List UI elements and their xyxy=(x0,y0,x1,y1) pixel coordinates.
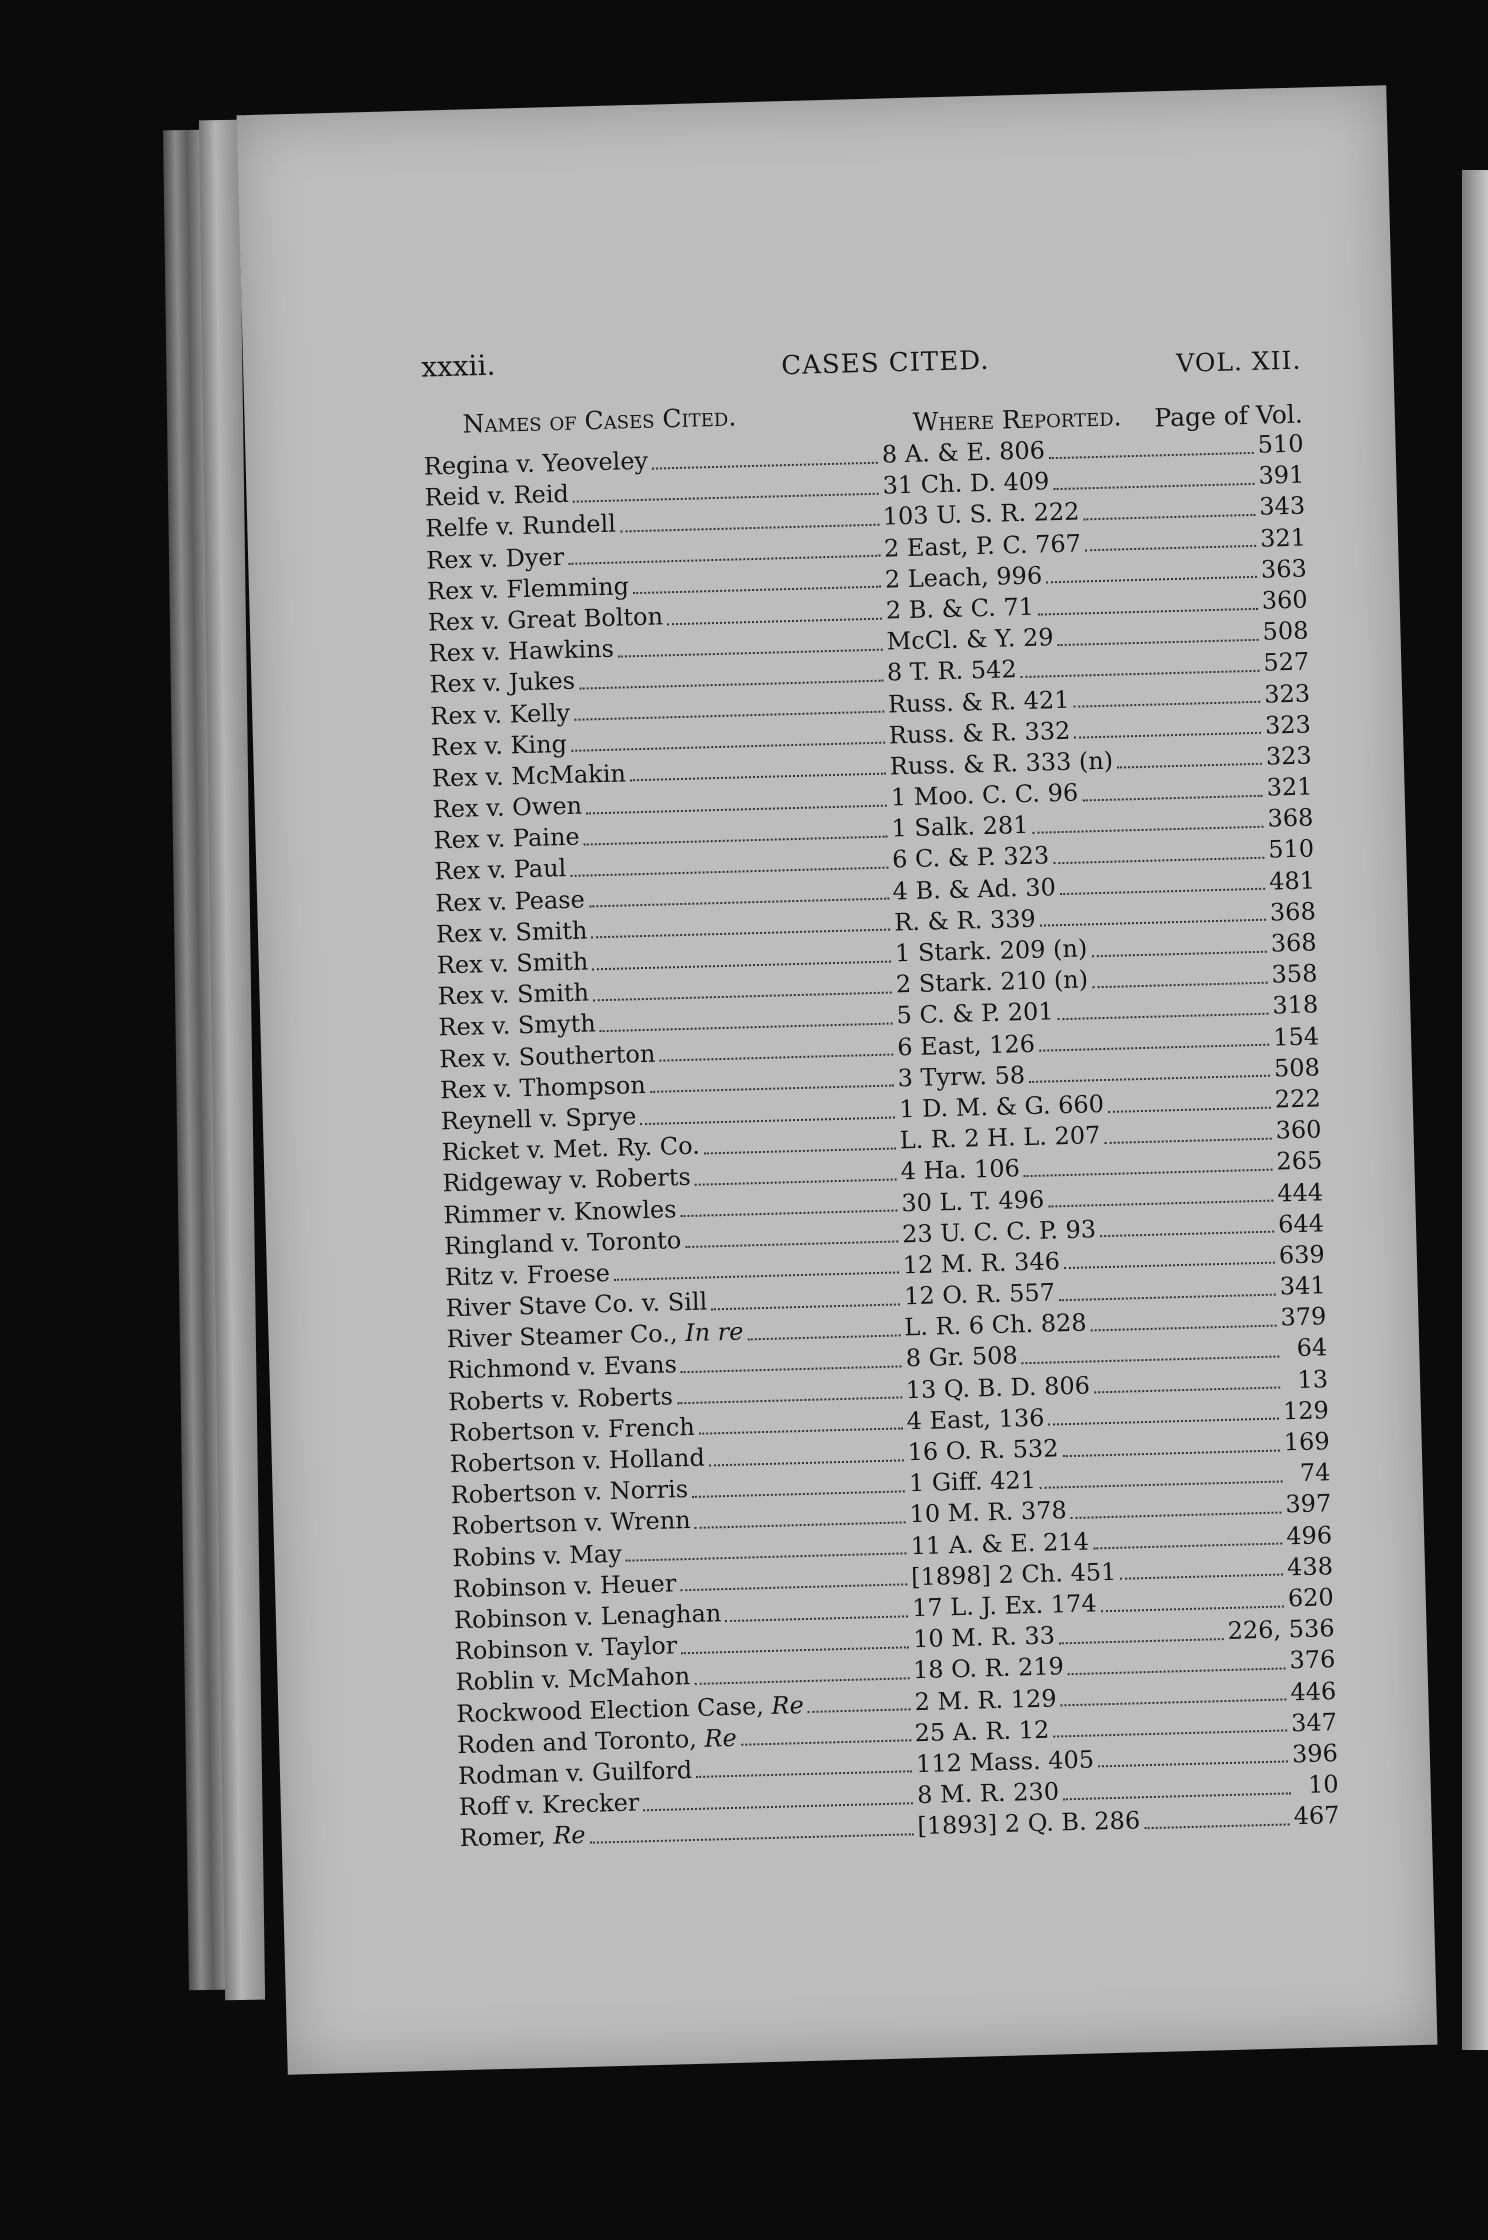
page-of-volume: 64 xyxy=(1296,1333,1328,1363)
page-of-volume: 74 xyxy=(1299,1458,1331,1488)
where-reported: 2 Leach, 996 xyxy=(884,561,1043,594)
case-name xyxy=(450,1444,706,1479)
where-reported: 18 O. R. 219 xyxy=(912,1652,1065,1685)
page-of-volume: 368 xyxy=(1270,928,1317,958)
case-name xyxy=(432,759,627,792)
case-name xyxy=(441,1102,637,1135)
dot-leader xyxy=(650,1085,894,1093)
case-name-text: Rex v. Jukes xyxy=(429,667,576,699)
dot-leader xyxy=(1058,1013,1269,1021)
where-reported: 6 C. & P. 323 xyxy=(891,841,1050,874)
where-reported: 1 Stark. 209 (n) xyxy=(894,934,1088,968)
case-name-text: Roden and Toronto, xyxy=(456,1724,698,1759)
dot-leader xyxy=(704,1147,896,1154)
case-name xyxy=(435,885,585,917)
where-reported: 3 Tyrw. 58 xyxy=(897,1060,1026,1093)
page-of-volume: 396 xyxy=(1291,1739,1339,1769)
case-name xyxy=(433,823,580,855)
dot-leader xyxy=(1040,1480,1283,1488)
dot-leader xyxy=(614,1272,899,1281)
page-of-volume: 321 xyxy=(1259,523,1307,553)
page-of-volume: 397 xyxy=(1285,1489,1332,1519)
case-name-text: Rex v. McMakin xyxy=(431,759,627,793)
page-of-volume: 496 xyxy=(1285,1520,1333,1550)
case-name-text: Rex v. Smith xyxy=(437,978,590,1011)
book-page xyxy=(237,85,1438,2074)
case-name xyxy=(458,1756,693,1790)
dot-leader xyxy=(1022,1356,1280,1365)
column-header-page: Page of Vol. xyxy=(1154,399,1304,433)
dot-leader xyxy=(1040,919,1266,927)
page-of-volume: 379 xyxy=(1280,1302,1327,1332)
dot-leader xyxy=(579,680,883,690)
case-name-text: Reynell v. Sprye xyxy=(440,1102,637,1136)
dot-leader xyxy=(1024,1169,1273,1178)
where-reported: 31 Ch. D. 409 xyxy=(882,467,1050,500)
dot-leader xyxy=(1094,1387,1280,1394)
where-reported: 16 O. R. 532 xyxy=(907,1434,1059,1467)
page-of-volume: 644 xyxy=(1277,1208,1325,1239)
dot-leader xyxy=(680,1584,907,1592)
dot-leader xyxy=(571,742,885,752)
where-reported: 1 Moo. C. C. 96 xyxy=(890,778,1079,812)
dot-leader xyxy=(667,617,882,625)
page-of-volume: 438 xyxy=(1286,1551,1334,1582)
dot-leader xyxy=(711,1303,900,1310)
dot-leader xyxy=(1093,1543,1282,1550)
page-of-volume: 391 xyxy=(1258,460,1305,490)
page-of-volume: 358 xyxy=(1271,959,1318,989)
dot-leader xyxy=(652,461,878,469)
case-name-text: Rex v. Flemming xyxy=(426,572,630,606)
where-reported: 4 East, 136 xyxy=(906,1403,1045,1436)
where-reported: 12 M. R. 346 xyxy=(902,1247,1061,1280)
dot-leader xyxy=(681,1210,898,1218)
case-name-text: Regina v. Yeoveley xyxy=(423,446,649,481)
dot-leader xyxy=(709,1459,904,1466)
dot-leader xyxy=(593,991,892,1001)
dot-leader xyxy=(1100,1231,1274,1238)
dot-leader xyxy=(1071,1511,1282,1519)
case-name xyxy=(439,1039,656,1073)
dot-leader xyxy=(1084,514,1256,521)
dot-leader xyxy=(568,555,880,565)
page-of-volume: 318 xyxy=(1272,990,1319,1020)
case-name-text: Rex v. Thompson xyxy=(439,1070,647,1105)
where-reported: 2 B. & C. 71 xyxy=(885,592,1035,625)
case-name-text: Roberts v. Roberts xyxy=(447,1382,674,1416)
dot-leader xyxy=(1038,607,1258,615)
case-name-text: Rex v. Great Bolton xyxy=(427,602,664,637)
dot-leader xyxy=(1039,1044,1269,1052)
dot-leader xyxy=(1060,888,1265,895)
case-name-text: Robinson v. Heuer xyxy=(452,1569,677,1603)
where-reported: 5 C. & P. 201 xyxy=(896,997,1054,1030)
case-name xyxy=(447,1351,677,1385)
case-name-text: Rex v. Owen xyxy=(432,791,583,824)
case-name-suffix: Re xyxy=(771,1690,805,1720)
dot-leader xyxy=(1082,794,1263,801)
dot-leader xyxy=(1058,639,1259,646)
dot-leader xyxy=(641,1116,896,1125)
dot-leader xyxy=(630,773,886,782)
where-reported: [1898] 2 Ch. 451 xyxy=(910,1557,1117,1591)
dot-leader xyxy=(1054,483,1255,490)
case-name xyxy=(459,1821,586,1852)
where-reported: McCl. & Y. 29 xyxy=(886,623,1054,656)
page-of-volume: 323 xyxy=(1264,710,1312,740)
where-reported: 8 M. R. 230 xyxy=(916,1777,1060,1810)
dot-leader xyxy=(699,1428,903,1435)
where-reported: 4 B. & Ad. 30 xyxy=(892,872,1057,906)
dot-leader xyxy=(1104,1137,1271,1143)
dot-leader xyxy=(725,1615,908,1622)
dot-leader xyxy=(1117,763,1262,769)
dot-leader xyxy=(592,929,891,939)
where-reported: 6 East, 126 xyxy=(896,1029,1036,1061)
page-of-volume: 321 xyxy=(1266,772,1313,802)
where-reported: 11 A. & E. 214 xyxy=(910,1527,1090,1560)
dot-leader xyxy=(1059,1293,1276,1301)
where-reported: 2 Stark. 210 (n) xyxy=(895,965,1089,999)
case-name-suffix: Re xyxy=(704,1723,738,1753)
dot-leader xyxy=(685,1241,898,1249)
case-name xyxy=(454,1632,677,1666)
page-of-volume: 363 xyxy=(1260,554,1308,584)
where-reported: 103 U. S. R. 222 xyxy=(882,497,1080,531)
dot-leader xyxy=(1068,1667,1286,1675)
case-name-text: Ridgeway v. Roberts xyxy=(442,1163,692,1198)
dot-leader xyxy=(692,1490,905,1498)
dot-leader xyxy=(808,1708,911,1713)
where-reported: 13 Q. B. D. 806 xyxy=(905,1371,1091,1404)
case-name-text: Rex v. Smyth xyxy=(438,1009,597,1042)
page-of-volume: 360 xyxy=(1275,1115,1322,1145)
case-name xyxy=(436,916,588,948)
case-name xyxy=(459,1788,640,1821)
dot-leader xyxy=(1063,1792,1291,1800)
dot-leader xyxy=(633,586,881,594)
volume-label: VOL. XII. xyxy=(1175,345,1302,378)
case-name xyxy=(450,1475,688,1509)
where-reported: 25 A. R. 12 xyxy=(914,1715,1050,1747)
case-name-text: Rex v. Paine xyxy=(433,822,581,855)
dot-leader xyxy=(741,1740,911,1746)
case-name-suffix: Re xyxy=(552,1821,586,1850)
dot-leader xyxy=(1059,1638,1224,1644)
case-name-text: Rex v. Smith xyxy=(436,947,589,980)
page-of-volume: 444 xyxy=(1276,1177,1324,1208)
case-name xyxy=(425,510,616,543)
page-of-volume: 446 xyxy=(1289,1676,1337,1706)
dot-leader xyxy=(694,1677,909,1685)
dot-leader xyxy=(1074,701,1261,708)
case-name xyxy=(443,1195,677,1229)
dot-leader xyxy=(1074,732,1261,739)
case-name-text: Robinson v. Lenaghan xyxy=(453,1599,722,1635)
dot-leader xyxy=(1092,981,1268,988)
dot-leader xyxy=(1098,1761,1288,1768)
dot-leader xyxy=(1046,576,1257,584)
case-name xyxy=(428,602,664,636)
column-header-names: Names of Cases Cited. xyxy=(462,402,737,439)
page-of-volume: 510 xyxy=(1257,429,1304,459)
case-name-text: Reid v. Reid xyxy=(424,480,570,512)
page-of-volume: 265 xyxy=(1276,1146,1323,1176)
case-name xyxy=(424,480,569,512)
page-of-volume: 222 xyxy=(1274,1084,1322,1114)
page-of-volume: 527 xyxy=(1263,647,1310,678)
where-reported: 2 East, P. C. 767 xyxy=(883,528,1082,563)
case-name xyxy=(426,543,565,575)
dot-leader xyxy=(1063,1449,1280,1457)
case-name xyxy=(440,1071,646,1104)
page-of-volume: 341 xyxy=(1279,1271,1326,1301)
page-title: CASES CITED. xyxy=(780,345,990,382)
dot-leader xyxy=(660,1054,894,1062)
dot-leader xyxy=(1091,1324,1277,1331)
dot-leader xyxy=(1049,1418,1280,1426)
case-name xyxy=(457,1724,737,1759)
case-name xyxy=(451,1506,691,1540)
case-name xyxy=(430,698,570,730)
page-of-volume: 154 xyxy=(1272,1021,1320,1052)
dot-leader xyxy=(570,867,888,877)
dot-leader xyxy=(1091,950,1267,957)
where-reported: Russ. & R. 421 xyxy=(887,685,1070,719)
dot-leader xyxy=(620,524,879,533)
case-name-text: Robins v. May xyxy=(452,1539,623,1572)
dot-leader xyxy=(1053,1730,1287,1738)
where-reported: L. R. 2 H. L. 207 xyxy=(899,1121,1101,1155)
page-of-volume: 129 xyxy=(1282,1396,1330,1426)
page-of-volume: 639 xyxy=(1278,1240,1326,1270)
dot-leader xyxy=(1049,451,1254,458)
where-reported: 1 D. M. & G. 660 xyxy=(898,1089,1105,1124)
page-of-volume: 169 xyxy=(1283,1427,1330,1457)
dot-leader xyxy=(600,1022,893,1032)
case-name-text: Rex v. Hawkins xyxy=(428,634,615,668)
case-name-text: Ringland v. Toronto xyxy=(443,1225,682,1261)
case-name xyxy=(436,947,588,979)
where-reported: 4 Ha. 106 xyxy=(900,1154,1021,1186)
page-of-volume: 226, 536 xyxy=(1227,1614,1335,1646)
dot-leader xyxy=(590,1833,914,1843)
where-reported: 1 Giff. 421 xyxy=(908,1466,1037,1498)
case-name-text: Rockwood Election Case, xyxy=(456,1691,765,1728)
where-reported: [1893] 2 Q. B. 286 xyxy=(917,1806,1141,1841)
dot-leader xyxy=(1120,1574,1283,1580)
case-name xyxy=(442,1163,691,1197)
dot-leader xyxy=(1053,857,1264,865)
dot-leader xyxy=(1064,1262,1275,1270)
where-reported: 17 L. J. Ex. 174 xyxy=(911,1589,1097,1623)
case-name-text: Roblin v. McMahon xyxy=(455,1662,691,1697)
dot-leader xyxy=(589,898,889,908)
case-name-text: Rex v. Smith xyxy=(435,916,588,949)
case-table xyxy=(423,430,1339,1856)
where-reported: 112 Mass. 405 xyxy=(915,1745,1095,1779)
case-name-text: Rex v. Kelly xyxy=(429,698,571,731)
dot-leader xyxy=(592,960,891,970)
case-name-text: Robertson v. French xyxy=(448,1412,696,1448)
page-of-volume: 323 xyxy=(1265,741,1313,771)
case-name xyxy=(434,854,567,885)
case-name xyxy=(423,447,648,481)
page-of-volume: 323 xyxy=(1263,678,1311,709)
dot-leader xyxy=(643,1802,913,1811)
case-name-suffix: In re xyxy=(684,1317,744,1348)
case-name xyxy=(445,1259,611,1291)
dot-leader xyxy=(677,1397,902,1405)
where-reported: Russ. & R. 333 (n) xyxy=(889,746,1114,781)
where-reported: 12 O. R. 557 xyxy=(903,1278,1056,1311)
case-name xyxy=(428,635,614,668)
case-name xyxy=(437,979,589,1011)
page-of-volume: 360 xyxy=(1261,585,1308,615)
case-name xyxy=(453,1569,677,1603)
dot-leader xyxy=(573,492,879,502)
dot-leader xyxy=(1033,826,1264,834)
page-number: xxxii. xyxy=(420,348,496,384)
case-name-text: Roff v. Krecker xyxy=(458,1788,640,1822)
page-of-volume: 368 xyxy=(1267,803,1314,833)
dot-leader xyxy=(574,711,884,721)
page-of-volume: 508 xyxy=(1262,616,1309,646)
dot-leader xyxy=(1108,1106,1271,1112)
where-reported: Russ. & R. 332 xyxy=(888,716,1071,750)
case-name xyxy=(438,1010,596,1042)
page-of-volume: 376 xyxy=(1289,1645,1336,1675)
where-reported: 8 T. R. 542 xyxy=(886,655,1018,687)
case-name xyxy=(455,1662,690,1696)
dot-leader xyxy=(681,1365,902,1373)
page-of-volume: 508 xyxy=(1273,1053,1321,1083)
dot-leader xyxy=(1029,1075,1270,1083)
page-of-volume: 481 xyxy=(1268,866,1316,896)
where-reported: 10 M. R. 33 xyxy=(912,1621,1056,1654)
page-header xyxy=(421,328,1302,391)
case-name-text: Ritz v. Froese xyxy=(444,1258,611,1292)
case-name-text: Robinson v. Taylor xyxy=(454,1631,678,1666)
dot-leader xyxy=(618,648,883,657)
case-name-text: Ricket v. Met. Ry. Co. xyxy=(441,1131,701,1167)
page-of-volume: 10 xyxy=(1307,1770,1339,1799)
where-reported: 30 L. T. 496 xyxy=(900,1185,1045,1217)
case-name-text: Robertson v. Wrenn xyxy=(451,1506,692,1541)
dot-leader xyxy=(1061,1699,1287,1707)
case-name-text: River Stave Co. v. Sill xyxy=(445,1287,708,1323)
case-name xyxy=(445,1288,707,1323)
page-of-volume: 510 xyxy=(1267,834,1315,865)
case-name xyxy=(427,572,630,605)
where-reported: 8 A. & E. 806 xyxy=(881,436,1046,469)
dot-leader xyxy=(626,1552,907,1561)
page-of-volume: 13 xyxy=(1297,1364,1329,1394)
case-name-text: Rimmer v. Knowles xyxy=(443,1194,677,1229)
dot-leader xyxy=(695,1521,906,1529)
dot-leader xyxy=(584,835,888,845)
page-of-volume: 343 xyxy=(1258,491,1306,522)
page-of-volume: 467 xyxy=(1293,1801,1340,1831)
dot-leader xyxy=(1144,1823,1290,1829)
page-of-volume: 368 xyxy=(1269,897,1317,927)
dot-leader xyxy=(748,1334,901,1340)
dot-leader xyxy=(1085,545,1256,551)
case-name-text: Robertson v. Norris xyxy=(450,1475,689,1510)
dot-leader xyxy=(1021,670,1260,678)
case-name xyxy=(444,1226,682,1260)
where-reported: 8 Gr. 508 xyxy=(905,1341,1019,1373)
case-name-text: Rex v. King xyxy=(430,729,568,762)
case-name xyxy=(454,1599,722,1634)
case-name xyxy=(448,1382,673,1416)
dot-leader xyxy=(695,1178,897,1185)
where-reported: 23 U. C. C. P. 93 xyxy=(901,1214,1097,1249)
case-name-text: Rodman v. Guilford xyxy=(457,1755,693,1791)
case-name-text: Rex v. Southerton xyxy=(438,1039,656,1073)
case-name-text: Richmond v. Evans xyxy=(447,1350,678,1385)
case-name xyxy=(431,730,568,762)
dot-leader xyxy=(586,804,887,814)
case-name-text: Rex v. Pease xyxy=(434,885,586,918)
case-name xyxy=(449,1413,695,1447)
case-name-text: Rex v. Paul xyxy=(434,854,567,886)
case-name xyxy=(441,1132,700,1167)
where-reported: L. R. 6 Ch. 828 xyxy=(903,1308,1087,1342)
page-of-volume: 620 xyxy=(1287,1583,1335,1613)
case-name-text: River Steamer Co., xyxy=(446,1319,678,1354)
column-header-where: Where Reported. xyxy=(912,402,1122,437)
case-name-text: Relfe v. Rundell xyxy=(425,509,617,543)
dot-leader xyxy=(681,1646,909,1654)
case-name-text: Rex v. Dyer xyxy=(425,542,565,575)
where-reported: R. & R. 339 xyxy=(893,904,1037,937)
dot-leader xyxy=(696,1771,912,1779)
facing-page-edge xyxy=(1462,170,1488,2050)
where-reported: 2 M. R. 129 xyxy=(914,1683,1057,1716)
dot-leader xyxy=(1048,1200,1273,1208)
case-name xyxy=(429,667,575,699)
case-name xyxy=(432,792,582,824)
where-reported: 1 Salk. 281 xyxy=(891,811,1029,843)
case-name-text: Romer, xyxy=(459,1822,547,1853)
case-name-text: Robertson v. Holland xyxy=(449,1443,706,1479)
page-of-volume: 347 xyxy=(1290,1707,1338,1738)
dot-leader xyxy=(1101,1605,1284,1612)
case-name xyxy=(452,1539,622,1571)
where-reported: 10 M. R. 378 xyxy=(909,1496,1068,1529)
